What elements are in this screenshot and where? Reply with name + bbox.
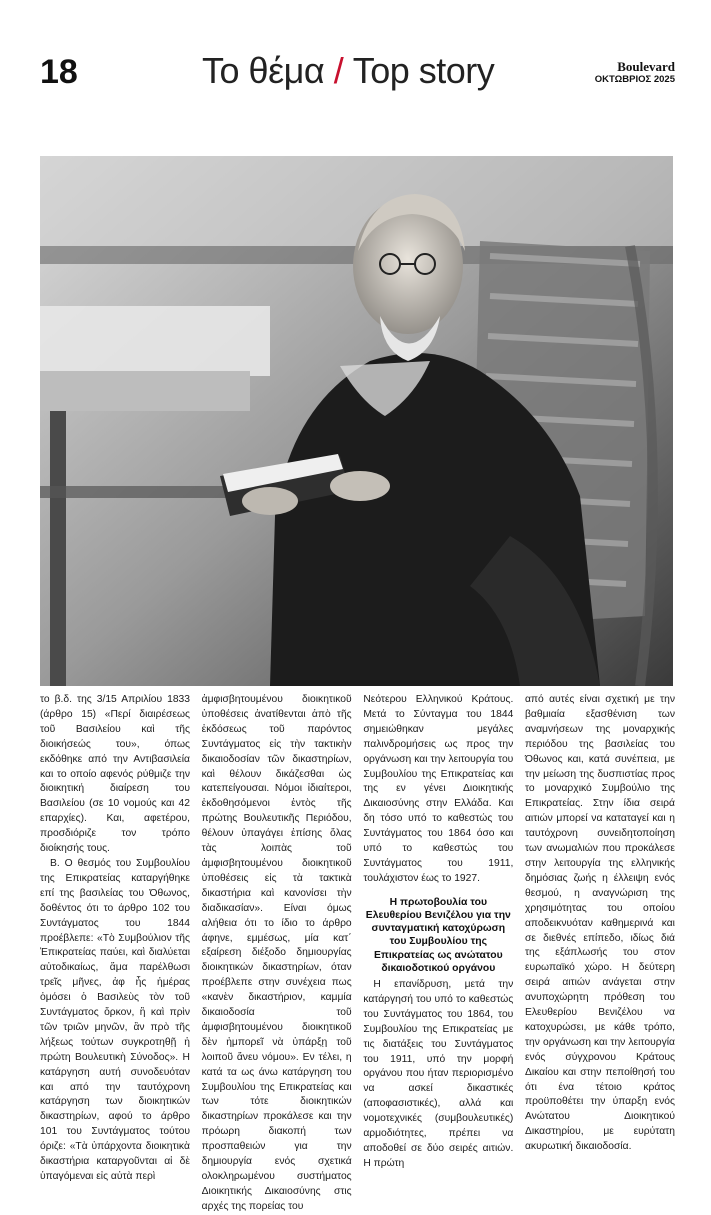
article-photo [40,156,673,686]
article-body [40,693,675,1212]
paragraph: Νεότερου Ελληνικού Κράτους. Μετά το Σύνταγμα του 1844 σημειώθηκαν μεγάλες παλινδρομήσεις ως προς την οργάνωση και την λειτουργία του Συμβουλίου της Επικρατείας και της εν γένει Διοικητικής Δικαιοσύνης στην Ελλάδα. Και δη τόσο υπό το καθεστώς του Συντάγματος του 1864 όσο και υπό το καθεστώς του Συντάγματος του 1911, τουλάχιστον έως το 1927. [363,694,514,884]
photo-illustration [40,156,673,686]
article-subheading: Η πρωτοβουλία του Ελευθερίου Βενιζέλου για την συνταγματική κατοχύρωση του Συμβουλίου της Επικρατείας ως ανώτατου δικαιοδοτικού οργάνου [365,896,511,974]
paragraph: το β.δ. της 3/15 Απριλίου 1833 (άρθρο 15) «Περί διαιρέσεως τοῦ Βασιλείου καὶ τῆς διοικήσεώς του», όπως εκδόθηκε από την Αντιβασιλεία και το οποίο αφενός ρύθμιζε την διοικητική διαίρεση του Βασιλείου (σε 10 νομούς και 42 επαρχίες). Και, αφετέρου, προσδιόριζε τον τρόπο διοίκησής τους. [40,694,190,855]
article-column-4 [524,693,675,1153]
paragraph: Β. Ο θεσμός του Συμβουλίου της Επικρατείας καταργήθηκε επί της βασιλείας του Όθωνος, δοθέντος ότι το άρθρο 102 του Συντάγματος του 1844 προέβλεπε: «Τὸ Συμβούλιον τῆς Ἐπικρατείας παύει, καὶ διαλύεται αὐτοδικαίως, ἅμα παρέλθωσι τρεῖς μῆνες, ἀφ ἧς ἡμέρας ὀμόσει ὁ Βασιλεὺς τὸν τοῦ Συντάγματος ὅρκον, ἢ καὶ πρὶν τῶν τριῶν μηνῶν, ἂν πρὸ τῆς λήξεως τούτων συγκροτηθῇ ἡ πρώτη Βουλευτικὴ Σύνοδος». Η κατάργηση αυτή συνοδευόταν και από την ταυτόχρονη κατάργηση των διοικητικών δικαστηρίων, αφού το άρθρο 101 του Συντάγματος τούτου όριζε: «Τὰ ὑπάρχοντα διοικητικὰ δικαστήρια καταργοῦνται αἱ δὲ ὑπαγόμεναι εἰς αὐτὰ περὶ [40,857,190,1182]
page-number: 18 [40,53,78,91]
section-title-greek: Το θέμα [202,50,325,91]
section-title [202,50,502,92]
paragraph: ἀμφισβητουμένου διοικητικοῦ ὑποθέσεις ἀνατίθενται ἀπὸ τῆς ἐκδόσεως τοῦ παρόντος Συντάγματος εἰς τὴν τακτικὴν δικαιοδοσίαν τῶν δικαστηρίων, καὶ θέλουν δικάζεσθαι ὡς κατεπείγουσαι. Νόμοι ἰδιαίτεροι, ἐκδοθησόμενοι ἐντὸς τῆς πρώτης Βουλευτικῆς Περιόδου, θέλουν ὑπαγάγει ἐπίσης ὅλας τὰς λοιπὰς τοῦ ἀμφισβητουμένου διοικητικοῦ ὑποθέσεις εἰς τὰ τακτικὰ δικαστήρια καὶ κανονίσει τὴν διαδικασίαν». Είναι όμως αλήθεια ότι το ίδιο το άρθρο άφηνε, εμμέσως, μία κατ΄ εξαίρεση διέξοδο δημιουργίας διοικητικών δικαστηρίων, όταν προέβλεπε στην συνέχεια πως «κανὲν δικαστήριον, καμμία δικαιοδοσία τοῦ ἀμφισβητουμένου διοικητικοῦ δὲν ἠμπορεῖ νὰ ὑπάρξῃ τοῦ λοιποῦ ἄνευ νόμου». Εν τέλει, η κατά τα ως άνω κατάργηση του Συμβουλίου της Επικρατείας και των τότε διοικητικών δικαστηρίων προκάλεσε και την πρόωρη διακοπή των προσπαθειών για την δημιουργία ενός σχετικά ολοκληρωμένου συστήματος Διοικητικής Δικαιοσύνης στις αρχές της πορείας του [201,694,352,1212]
publication-name: Boulevard [617,59,675,74]
issue-date: ΟΚΤΩΒΡΙΟΣ 2025 [594,74,675,85]
paragraph: από αυτές είναι σχετική με την βαθμιαία εξασθένιση των αναμνήσεων της μοναρχικής περιόδου της βασιλείας του Όθωνος και, κατά συνέπεια, με την μείωση της δυσπιστίας προς το μοναρχικό Συμβούλιο της Επικρατείας. Στην ίδια σειρά αιτιών μπορεί να καταταγεί και η ταυτόχρονη συνειδητοποίηση των ανωμαλιών που προκάλεσε στην λειτουργία της ελληνικής δημόσιας ζωής η έλλειψη ενός θεσμού, η αναγνώριση της χρησιμότητας του οποίου αποδεικνυόταν καθημερινά και σε διεθνές επίπεδο, ιδίως διά της εξάπλωσής του στον ευρωπαϊκό χώρο. Η δεύτερη σειρά αιτιών ανάγεται στην ανυποχώρητη πρόθεση του Ελευθερίου Βενιζέλου να κατοχυρώσει, με κάθε τρόπο, την οργάνωση και την λειτουργία ενός σύγχρονου Κράτους Δικαίου και στην πεποίθησή του ότι ένα τέτοιο κράτος προϋποθέτει την ύπαρξη ενός Ανώτατου Διοικητικού Δικαστηρίου, με ευρύτατη ακυρωτική δικαιοδοσία. [524,694,675,1153]
paragraph: Η επανίδρυση, μετά την κατάργησή του υπό το καθεστώς του Συντάγματος του 1864, του Συμβουλίου της Επικρατείας με τις διατάξεις του Συντάγματος του 1911, υπό την μορφή οργάνου που ήταν περιορισμένο να ασκεί δικαστικές (αποφασιστικές), αλλά και νομοτεχνικές (συμβουλευτικές) αρμοδιότητες, πρέπει να αποδοθεί σε δύο σειρές αιτιών. Η πρώτη [363,979,514,1169]
section-title-separator: / [333,50,344,91]
article-column-2 [201,693,352,1212]
publication-masthead [590,60,675,85]
article-column-3 [363,693,514,1169]
section-title-english: Top story [352,50,495,91]
article-column-1 [40,693,190,1182]
